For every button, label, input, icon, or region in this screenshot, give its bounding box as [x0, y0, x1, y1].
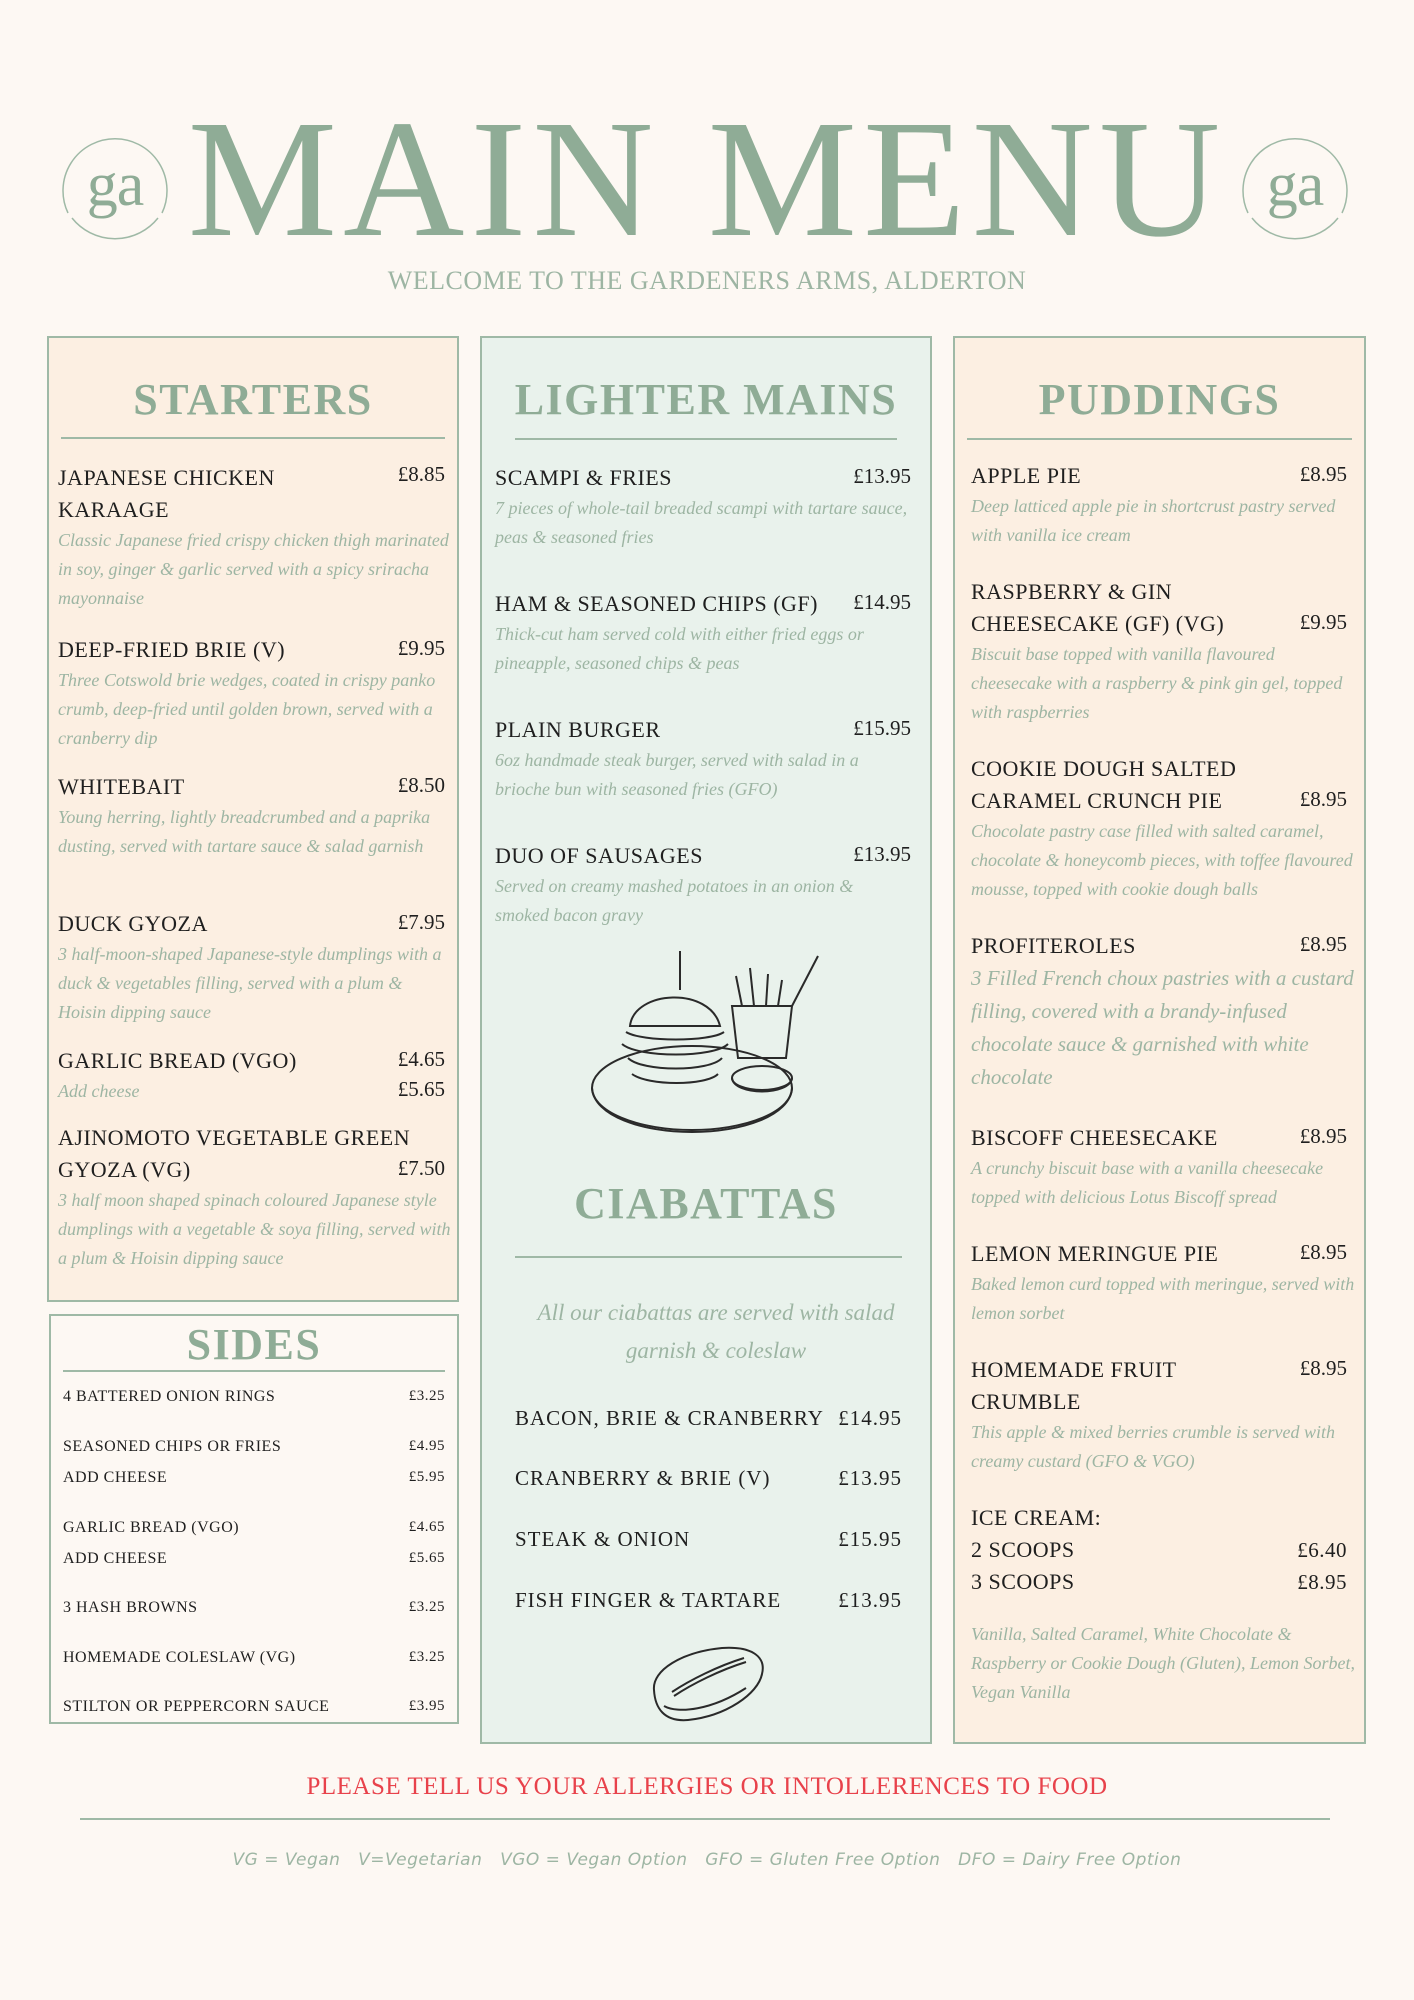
item-description: 3 half moon shaped spinach coloured Japanese style dumplings with a vegetable & soya filling, served with a plum & Hoisin dipping sauce: [58, 1190, 451, 1268]
item-description: Baked lemon curd topped with meringue, served with lemon sorbet: [971, 1274, 1355, 1323]
item-description: Three Cotswold brie wedges, coated in crispy panko crumb, deep-fried until golden brown, served with a cranberry dip: [58, 670, 436, 748]
pudding-item: [971, 753, 1357, 904]
option-name: 2 SCOOPS: [971, 1537, 1075, 1562]
item-price: £14.95: [838, 1406, 902, 1430]
ice-cream-option: [971, 1534, 1357, 1566]
item-name: COOKIE DOUGH SALTED CARAMEL CRUNCH PIE: [971, 756, 1237, 813]
item-description: A crunchy biscuit base with a vanilla cheesecake topped with delicious Lotus Biscoff spread: [971, 1158, 1324, 1207]
option-name: 3 SCOOPS: [971, 1569, 1075, 1594]
logo-initials: ga: [86, 151, 144, 219]
option-price: £8.95: [1297, 1570, 1347, 1594]
item-price: £7.50: [397, 1156, 445, 1180]
ciabatta-item: [515, 1466, 902, 1491]
side-name: 3 HASH BROWNS: [63, 1599, 198, 1616]
item-price: £13.95: [853, 464, 911, 488]
side-price: £4.95: [408, 1438, 445, 1454]
item-description: 3 half-moon-shaped Japanese-style dumplings with a duck & vegetables filling, served with a plum & Hoisin dipping sauce: [58, 944, 442, 1022]
item-price: £9.95: [397, 636, 445, 660]
pudding-item: [971, 1238, 1357, 1328]
item-name: DEEP-FRIED BRIE (V): [58, 637, 286, 662]
ice-cream-option: [971, 1566, 1357, 1598]
pudding-item: [971, 1354, 1357, 1476]
pudding-item: [971, 1122, 1357, 1212]
logo-initials: ga: [1266, 151, 1324, 219]
item-name: JAPANESE CHICKEN KARAAGE: [58, 465, 275, 522]
side-item: [63, 1599, 445, 1617]
sides-panel: [49, 1314, 459, 1724]
item-price: £13.95: [838, 1588, 902, 1612]
main-item: [495, 714, 911, 804]
side-price: £5.95: [408, 1469, 445, 1485]
lighter-mains-heading: LIGHTER MAINS: [514, 375, 898, 424]
item-name: STEAK & ONION: [515, 1527, 691, 1551]
item-description: Classic Japanese fried crispy chicken thigh marinated in soy, ginger & garlic served with a spicy sriracha mayonnaise: [58, 530, 449, 608]
puddings-divider: [967, 438, 1352, 440]
ciabatta-item: [515, 1588, 902, 1613]
side-name: ADD CHEESE: [63, 1469, 168, 1486]
page-subtitle: WELCOME TO THE GARDENERS ARMS, ALDERTON: [387, 266, 1027, 295]
side-price: £3.95: [408, 1698, 445, 1714]
side-item: [63, 1469, 445, 1487]
ciabattas-divider: [515, 1256, 902, 1258]
item-price: £15.95: [838, 1527, 902, 1551]
side-name: STILTON OR PEPPERCORN SAUCE: [63, 1698, 330, 1715]
item-price: £9.95: [1299, 610, 1347, 634]
side-price: £3.25: [408, 1388, 445, 1404]
burger-illustration-icon: [582, 946, 852, 1146]
starter-item: [58, 1045, 453, 1106]
item-price: £8.95: [1299, 462, 1347, 486]
main-item: [495, 588, 911, 678]
item-name: RASPBERRY & GIN CHEESECAKE (GF) (VG): [971, 579, 1225, 636]
main-item: [495, 840, 911, 930]
item-name: AJINOMOTO VEGETABLE GREEN GYOZA (VG): [58, 1125, 411, 1182]
side-item: [63, 1550, 445, 1568]
item-description: Chocolate pastry case filled with salted caramel, chocolate & honeycomb pieces, with toffee flavoured mousse, topped with cookie dough balls: [971, 821, 1353, 899]
starter-item: [58, 462, 453, 613]
option-price: £6.40: [1297, 1538, 1347, 1562]
ice-cream-label: ICE CREAM:: [971, 1505, 1102, 1530]
side-name: GARLIC BREAD (VGO): [63, 1519, 240, 1536]
side-name: HOMEMADE COLESLAW (VG): [63, 1649, 296, 1666]
item-price: £15.95: [853, 716, 911, 740]
side-price: £5.65: [408, 1550, 445, 1566]
pudding-item: [971, 576, 1357, 727]
item-price: £8.95: [1299, 1124, 1347, 1148]
item-description: Served on creamy mashed potatoes in an onion & smoked bacon gravy: [495, 876, 854, 925]
item-description: Young herring, lightly breadcrumbed and a paprika dusting, served with tartare sauce & salad garnish: [58, 807, 431, 856]
item-price: £8.95: [1299, 787, 1347, 811]
ciabattas-intro: All our ciabattas are served with salad garnish & coleslaw: [537, 1300, 895, 1363]
side-name: SEASONED CHIPS OR FRIES: [63, 1438, 282, 1455]
side-price: £3.25: [408, 1649, 445, 1665]
puddings-heading: PUDDINGS: [1038, 375, 1281, 424]
side-name: ADD CHEESE: [63, 1550, 168, 1567]
side-price: £3.25: [408, 1599, 445, 1615]
item-name: CRANBERRY & BRIE (V): [515, 1466, 771, 1490]
item-name: PROFITEROLES: [971, 933, 1136, 958]
item-description: Add cheese: [58, 1081, 140, 1101]
side-item: [63, 1649, 445, 1667]
ciabatta-item: [515, 1527, 902, 1552]
item-name: BISCOFF CHEESECAKE: [971, 1125, 1218, 1150]
lighter-mains-divider: [515, 438, 897, 440]
item-price: £4.65: [397, 1047, 445, 1071]
item-price: £8.95: [1299, 1240, 1347, 1264]
starter-item: [58, 634, 453, 753]
ice-cream-section: [971, 1502, 1357, 1707]
item-price: £14.95: [853, 590, 911, 614]
item-price: £8.85: [397, 462, 445, 486]
side-item: [63, 1698, 445, 1716]
side-item: [63, 1388, 445, 1406]
sides-heading: SIDES: [186, 1320, 322, 1369]
starter-item: [58, 1122, 453, 1273]
item-name: WHITEBAIT: [58, 774, 185, 799]
starters-heading: STARTERS: [133, 375, 373, 424]
side-item: [63, 1438, 445, 1456]
sides-divider: [63, 1370, 445, 1372]
ciabattas-heading: CIABATTAS: [574, 1179, 838, 1228]
pudding-item: [971, 930, 1357, 1094]
item-name: DUCK GYOZA: [58, 911, 208, 936]
item-price: £13.95: [838, 1466, 902, 1490]
starter-item: [58, 771, 453, 861]
item-name: SCAMPI & FRIES: [495, 465, 672, 490]
item-description: 7 pieces of whole-tail breaded scampi with tartare sauce, peas & seasoned fries: [495, 498, 908, 547]
puddings-panel: [953, 336, 1366, 1744]
item-price: £7.95: [397, 910, 445, 934]
allergy-notice: PLEASE TELL US YOUR ALLERGIES OR INTOLLERENCES TO FOOD: [306, 1773, 1108, 1800]
item-name: BACON, BRIE & CRANBERRY: [515, 1406, 824, 1430]
item-name: FISH FINGER & TARTARE: [515, 1588, 782, 1612]
pudding-item: [971, 460, 1357, 550]
item-description: This apple & mixed berries crumble is served with creamy custard (GFO & VGO): [971, 1422, 1335, 1471]
footer-divider: [80, 1818, 1330, 1820]
item-description: Thick-cut ham served cold with either fried eggs or pineapple, seasoned chips & peas: [495, 624, 864, 673]
ciabatta-illustration-icon: [642, 1640, 772, 1730]
dietary-legend: VG = Vegan V=Vegetarian VGO = Vegan Option GFO = Gluten Free Option DFO = Dairy Free Option: [232, 1850, 1182, 1870]
item-name: LEMON MERINGUE PIE: [971, 1241, 1219, 1266]
ice-cream-flavours: Vanilla, Salted Caramel, White Chocolate & Raspberry or Cookie Dough (Gluten), Lemon Sorbet, Vegan Vanilla: [971, 1624, 1355, 1702]
item-name: DUO OF SAUSAGES: [495, 843, 703, 868]
starters-panel: [47, 336, 459, 1302]
item-name: PLAIN BURGER: [495, 717, 661, 742]
page-title: MAIN MENU: [187, 86, 1227, 272]
item-price: £8.95: [1299, 1356, 1347, 1380]
item-price: £8.95: [1299, 932, 1347, 956]
main-item: [495, 462, 911, 552]
lighter-mains-panel: [480, 336, 932, 1744]
side-price: £4.65: [408, 1519, 445, 1535]
side-name: 4 BATTERED ONION RINGS: [63, 1388, 276, 1405]
item-description: 6oz handmade steak burger, served with salad in a brioche bun with seasoned fries (GFO): [495, 750, 859, 799]
ciabatta-item: [515, 1406, 902, 1431]
item-price-addon: £5.65: [397, 1077, 445, 1101]
item-price: £8.50: [397, 773, 445, 797]
item-name: HOMEMADE FRUIT CRUMBLE: [971, 1357, 1177, 1414]
item-description: Biscuit base topped with vanilla flavoured cheesecake with a raspberry & pink gin gel, topped with raspberries: [971, 644, 1343, 722]
side-item: [63, 1519, 445, 1537]
starter-item: [58, 908, 453, 1027]
item-name: HAM & SEASONED CHIPS (GF): [495, 591, 818, 616]
starters-divider: [61, 437, 445, 439]
item-description: 3 Filled French choux pastries with a custard filling, covered with a brandy-infused chocolate sauce & garnished with white chocolate: [971, 966, 1354, 1089]
item-price: £13.95: [853, 842, 911, 866]
item-name: GARLIC BREAD (VGO): [58, 1048, 297, 1073]
item-name: APPLE PIE: [971, 463, 1082, 488]
item-description: Deep latticed apple pie in shortcrust pastry served with vanilla ice cream: [971, 496, 1336, 545]
